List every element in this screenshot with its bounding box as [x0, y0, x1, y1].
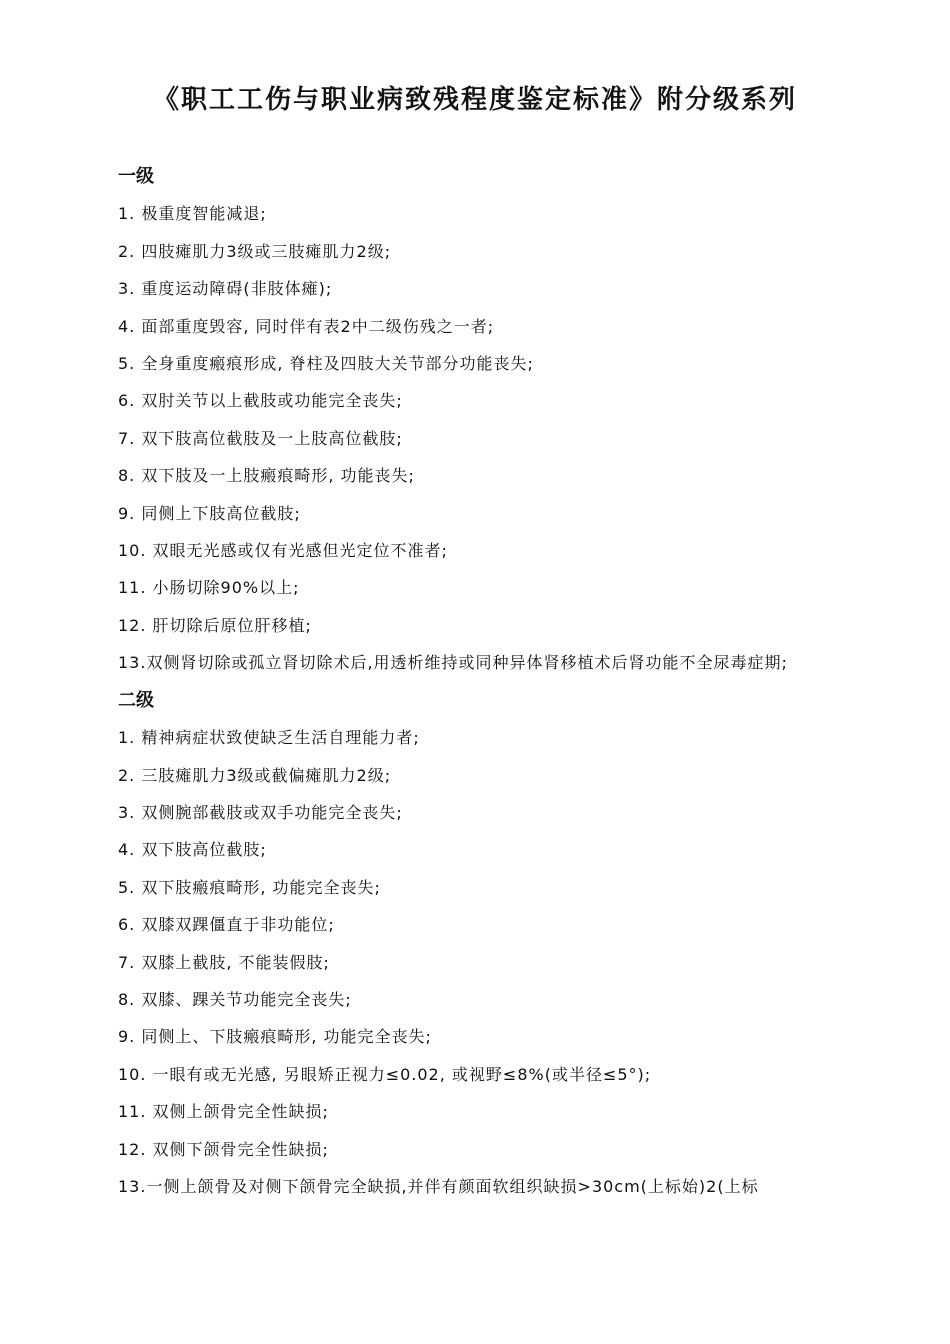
grade-heading: 一级: [118, 166, 154, 187]
list-item: 9. 同侧上、下肢瘢痕畸形, 功能完全丧失;: [118, 1027, 432, 1047]
grade-section-2: [118, 682, 838, 1206]
grade-section-1: [118, 158, 838, 682]
list-item: 10. 一眼有或无光感, 另眼矫正视力≤0.02, 或视野≤8%(或半径≤5°);: [118, 1064, 652, 1084]
list-item: 2. 三肢瘫肌力3级或截偏瘫肌力2级;: [118, 765, 392, 785]
list-item: 13.双侧肾切除或孤立肾切除术后,用透析维持或同种异体肾移植术后肾功能不全尿毒症期;: [118, 653, 788, 673]
list-item: 4. 面部重度毁容, 同时伴有表2中二级伤残之一者;: [118, 316, 495, 336]
list-item: 7. 双膝上截肢, 不能装假肢;: [118, 952, 330, 972]
list-item: 6. 双肘关节以上截肢或功能完全丧失;: [118, 391, 403, 411]
list-item: 11. 双侧上颌骨完全性缺损;: [118, 1102, 329, 1122]
list-item: 3. 双侧腕部截肢或双手功能完全丧失;: [118, 802, 403, 822]
list-item: 5. 全身重度瘢痕形成, 脊柱及四肢大关节部分功能丧失;: [118, 354, 534, 374]
list-item: 3. 重度运动障碍(非肢体瘫);: [118, 279, 333, 299]
list-item: 5. 双下肢瘢痕畸形, 功能完全丧失;: [118, 877, 381, 897]
list-item: 13.一侧上颌骨及对侧下颌骨完全缺损,并伴有颜面软组织缺损>30cm(上标始)2(上标: [118, 1176, 759, 1196]
list-item: 8. 双膝、踝关节功能完全丧失;: [118, 989, 352, 1009]
list-item: 8. 双下肢及一上肢瘢痕畸形, 功能丧失;: [118, 466, 415, 486]
list-item: 12. 肝切除后原位肝移植;: [118, 615, 312, 635]
document-body: [118, 158, 838, 1205]
list-item: 6. 双膝双踝僵直于非功能位;: [118, 915, 335, 935]
list-item: 1. 精神病症状致使缺乏生活自理能力者;: [118, 728, 420, 748]
list-item: 9. 同侧上下肢高位截肢;: [118, 503, 301, 523]
list-item: 10. 双眼无光感或仅有光感但光定位不准者;: [118, 541, 448, 561]
list-item: 4. 双下肢高位截肢;: [118, 840, 267, 860]
list-item: 2. 四肢瘫肌力3级或三肢瘫肌力2级;: [118, 241, 392, 261]
list-item: 12. 双侧下颌骨完全性缺损;: [118, 1139, 329, 1159]
list-item: 7. 双下肢高位截肢及一上肢高位截肢;: [118, 428, 403, 448]
grade-heading: 二级: [118, 689, 154, 711]
list-item: 1. 极重度智能减退;: [118, 204, 267, 224]
list-item: 11. 小肠切除90%以上;: [118, 578, 300, 598]
document-title: 《职工工伤与职业病致残程度鉴定标准》附分级系列: [152, 85, 797, 115]
